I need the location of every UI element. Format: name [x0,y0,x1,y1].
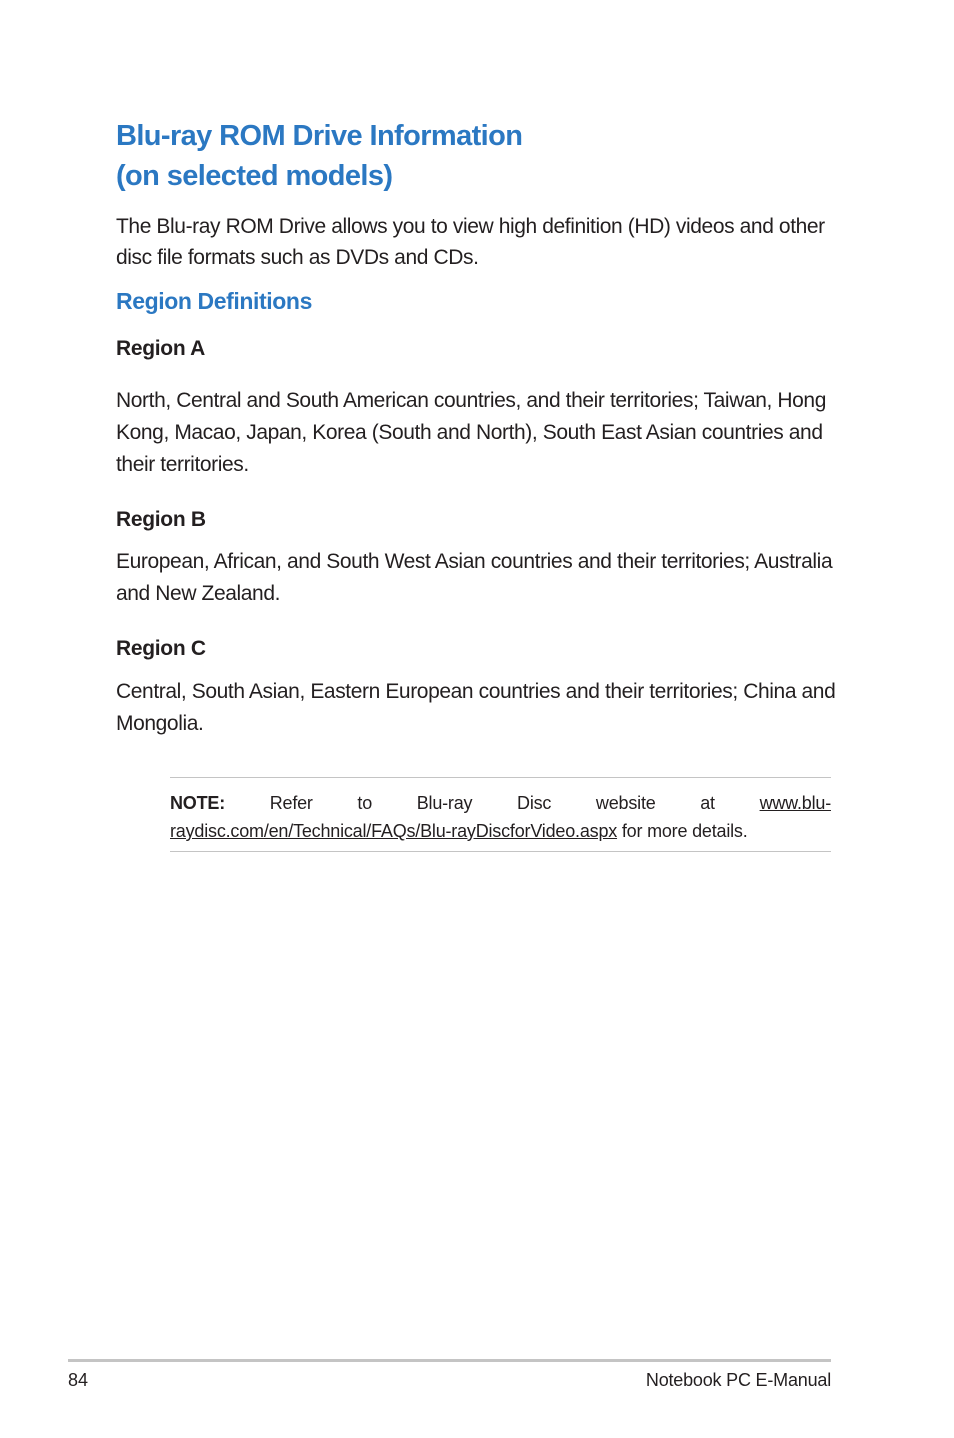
note-label: NOTE: [170,793,225,813]
note-text-before: Refer to Blu-ray Disc website at [269,793,715,813]
region-a-description: North, Central and South American countries, and their territories; Taiwan, Hong Kong, Macao, Japan, Korea (South and North), South East Asian countries and their territories. [116,389,826,476]
region-definitions-heading: Region Definitions [116,288,312,314]
note-text-after: for more details. [621,821,748,841]
region-b-heading: Region B [116,508,206,531]
region-c-heading: Region C [116,637,206,660]
note-box [170,777,831,852]
page-title-line-1: Blu-ray ROM Drive Information [116,120,523,152]
blu-ray-disc-link[interactable]: www.blu-raydisc.com/en/Technical/FAQs/Blu-rayDiscforVideo.aspx [170,793,831,841]
page-title [116,116,522,196]
page-title-line-2: (on selected models) [116,160,393,192]
manual-title: Notebook PC E-Manual [645,1370,831,1390]
region-b-description: European, African, and South West Asian countries and their territories; Australia and New Zealand. [116,550,833,605]
footer-divider [68,1359,831,1362]
region-c-description: Central, South Asian, Eastern European countries and their territories; China and Mongolia. [116,680,836,735]
intro-paragraph: The Blu-ray ROM Drive allows you to view high definition (HD) videos and other disc file formats such as DVDs and CDs. [116,215,825,269]
region-a-heading: Region A [116,337,205,360]
note-text [170,789,831,845]
page-number: 84 [68,1370,89,1390]
